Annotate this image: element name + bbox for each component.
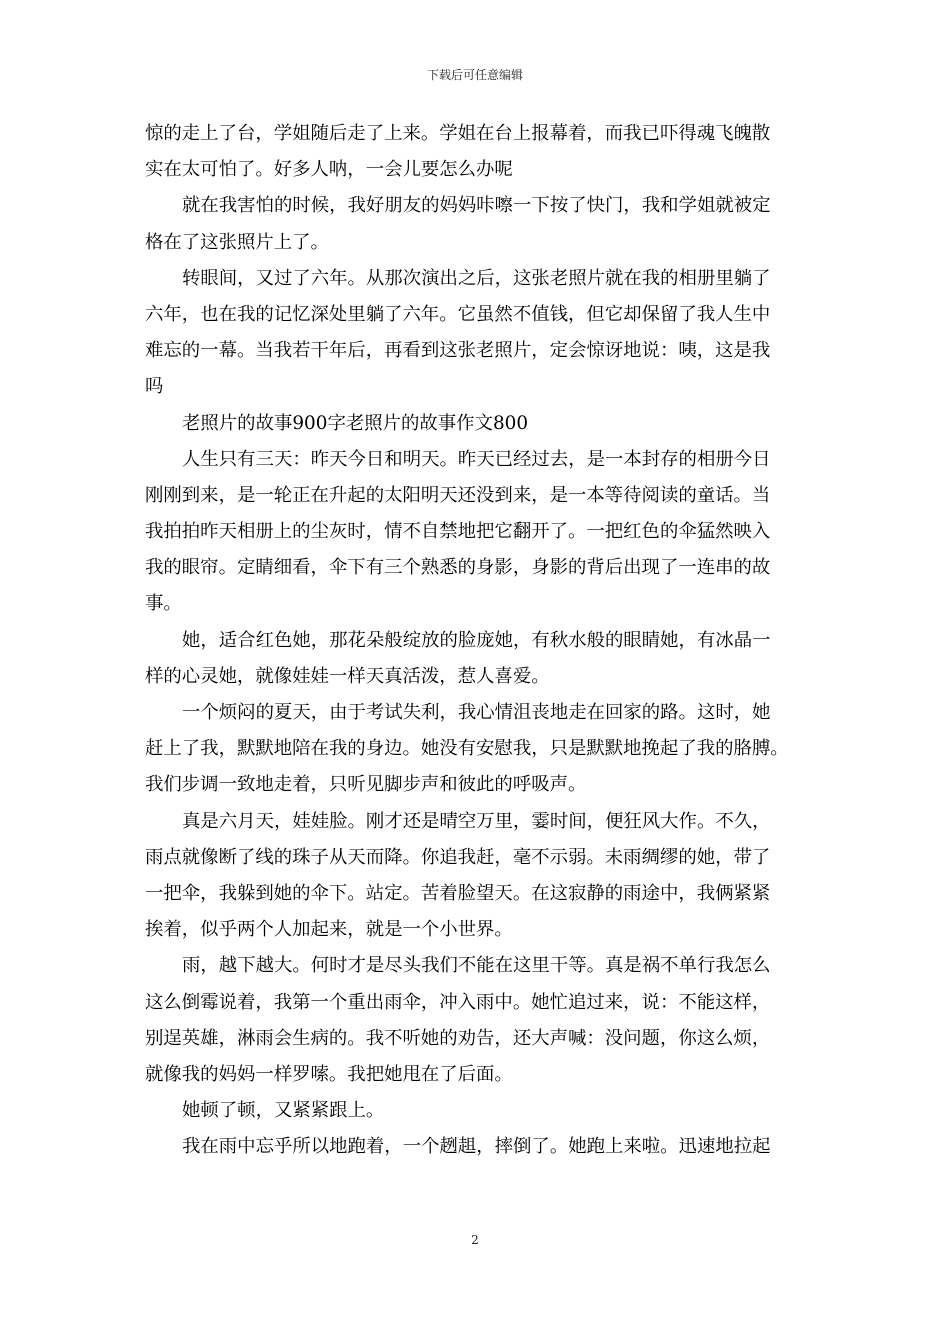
paragraph-line: 吗 (145, 376, 164, 398)
page-header: 下载后可任意编辑 (426, 68, 523, 82)
paragraph-line: 刚刚到来，是一轮正在升起的太阳明天还没到来，是一本等待阅读的童话。当 (145, 484, 771, 506)
paragraph-first-line: 人生只有三天：昨天今日和明天。昨天已经过去，是一本封存的相册今日 (182, 448, 771, 470)
paragraph-line: 惊的走上了台，学姐随后走了上来。学姐在台上报幕着，而我已吓得魂飞魄散 (145, 123, 771, 144)
page-number: 2 (471, 1233, 479, 1247)
paragraph-first-line: 她，适合红色她，那花朵般绽放的脸庞她，有秋水般的眼睛她，有冰晶一 (182, 629, 771, 651)
paragraph-line: 样的心灵她，就像娃娃一样天真活泼，惹人喜爱。 (145, 665, 550, 687)
paragraph-line: 就像我的妈妈一样罗嗦。我把她甩在了后面。 (145, 1063, 513, 1085)
document-body (145, 116, 810, 1165)
paragraph-line: 难忘的一幕。当我若干年后，再看到这张老照片，定会惊讶地说：咦，这是我 (145, 340, 771, 362)
paragraph-line: 挨着，似乎两个人加起来，就是一个小世界。 (145, 919, 513, 941)
paragraph-line: 事。 (145, 593, 182, 615)
paragraph-first-line: 雨，越下越大。何时才是尽头我们不能在这里干等。真是祸不单行我怎么 (182, 955, 771, 977)
paragraph-first-line: 我在雨中忘乎所以地跑着，一个趔趄，摔倒了。她跑上来啦。迅速地拉起 (182, 1136, 771, 1158)
paragraph-line: 别逞英雄，淋雨会生病的。我不听她的劝告，还大声喊：没问题，你这么烦， (145, 1027, 771, 1049)
paragraph-line: 六年，也在我的记忆深处里躺了六年。它虽然不值钱，但它却保留了我人生中 (145, 303, 771, 325)
paragraph-first-line: 一个烦闷的夏天，由于考试失利，我心情沮丧地走在回家的路。这时，她 (182, 702, 771, 723)
paragraph-first-line: 转眼间，又过了六年。从那次演出之后，这张老照片就在我的相册里躺了 (182, 267, 771, 289)
paragraph-line: 实在太可怕了。好多人呐，一会儿要怎么办呢 (145, 159, 513, 181)
paragraph-first-line: 老照片的故事900字老照片的故事作文800 (182, 412, 529, 434)
paragraph-line: 我拍拍昨天相册上的尘灰时，情不自禁地把它翻开了。一把红色的伞猛然映入 (145, 521, 771, 543)
paragraph-first-line: 就在我害怕的时候，我好朋友的妈妈咔嚓一下按了快门，我和学姐就被定 (182, 195, 771, 217)
paragraph-line: 雨点就像断了线的珠子从天而降。你追我赶，毫不示弱。未雨绸缪的她，带了 (145, 846, 771, 868)
paragraph-line: 我们步调一致地走着，只听见脚步声和彼此的呼吸声。 (145, 774, 587, 796)
paragraph-line: 一把伞，我躲到她的伞下。站定。苦着脸望天。在这寂静的雨途中，我俩紧紧 (145, 882, 771, 904)
paragraph-line: 这么倒霉说着，我第一个重出雨伞，冲入雨中。她忙追过来，说：不能这样， (145, 991, 771, 1013)
paragraph-line: 赶上了我，默默地陪在我的身边。她没有安慰我，只是默默地挽起了我的胳膊。 (145, 738, 789, 760)
paragraph-first-line: 真是六月天，娃娃脸。刚才还是晴空万里，霎时间，便狂风大作。不久， (182, 810, 771, 832)
paragraph-first-line: 她顿了顿，又紧紧跟上。 (182, 1100, 385, 1122)
paragraph-line: 我的眼帘。定睛细看，伞下有三个熟悉的身影，身影的背后出现了一连串的故 (145, 557, 771, 579)
paragraph-line: 格在了这张照片上了。 (145, 231, 329, 253)
